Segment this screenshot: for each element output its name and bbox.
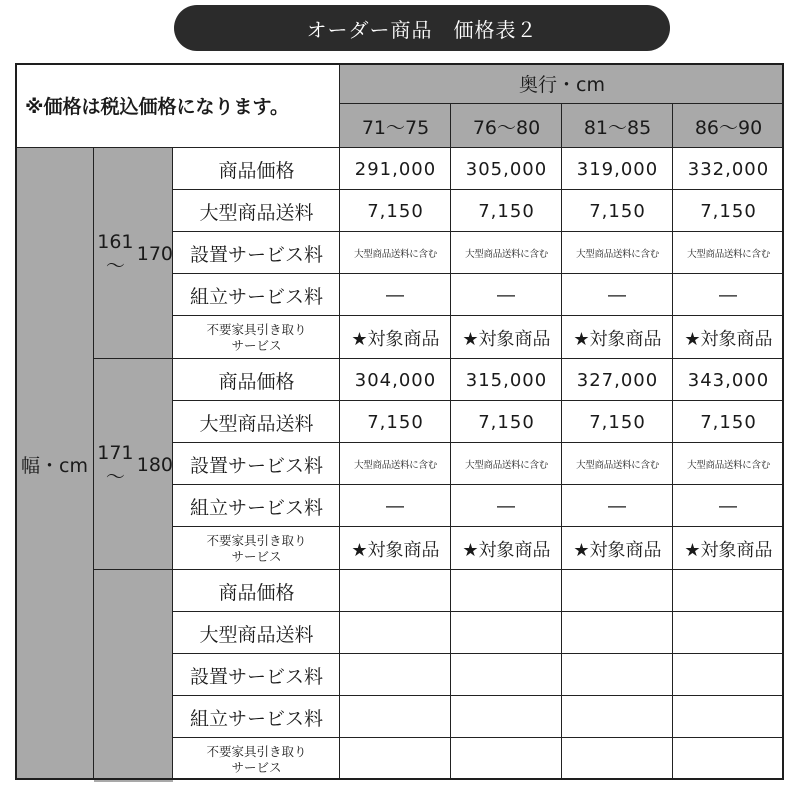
product-price-cell	[451, 570, 562, 612]
row-label-installation-fee: 設置サービス料	[173, 443, 340, 485]
assembly-fee-cell: ―	[673, 485, 784, 527]
installation-fee-cell: 大型商品送料に含む	[340, 232, 451, 274]
assembly-fee-cell: ―	[451, 485, 562, 527]
disposal-label-line1: 不要家具引き取り	[206, 322, 307, 337]
large-item-shipping-cell: 7,150	[673, 190, 784, 232]
width-range-line1: 171～	[97, 442, 134, 488]
row-label-product-price: 商品価格	[173, 148, 340, 190]
row-label-assembly-fee: 組立サービス料	[173, 274, 340, 316]
assembly-fee-cell: ―	[562, 274, 673, 316]
product-price-cell: 332,000	[673, 148, 784, 190]
disposal-service-cell: ★対象商品	[562, 316, 673, 360]
installation-fee-cell: 大型商品送料に含む	[562, 232, 673, 274]
disposal-service-cell: ★対象商品	[673, 316, 784, 360]
product-price-cell: 305,000	[451, 148, 562, 190]
depth-header: 奥行・cm	[340, 63, 784, 104]
assembly-fee-cell: ―	[562, 485, 673, 527]
width-range-1	[94, 148, 173, 360]
width-range-3	[94, 570, 173, 782]
large-item-shipping-cell: 7,150	[562, 190, 673, 232]
product-price-cell: 327,000	[562, 359, 673, 401]
large-item-shipping-cell	[451, 612, 562, 654]
width-range-line1: 161～	[97, 231, 134, 277]
assembly-fee-cell	[340, 696, 451, 738]
depth-range-4: 86～90	[673, 104, 784, 148]
installation-fee-cell	[673, 654, 784, 696]
large-item-shipping-cell: 7,150	[673, 401, 784, 443]
large-item-shipping-cell	[673, 612, 784, 654]
disposal-service-cell: ★対象商品	[340, 316, 451, 360]
large-item-shipping-cell: 7,150	[340, 190, 451, 232]
assembly-fee-cell	[562, 696, 673, 738]
product-price-cell	[562, 570, 673, 612]
disposal-service-cell	[451, 738, 562, 782]
product-price-cell	[340, 570, 451, 612]
width-range-line2: 170	[136, 243, 173, 265]
disposal-label-line2: サービス	[231, 338, 282, 353]
product-price-cell: 291,000	[340, 148, 451, 190]
installation-fee-cell	[451, 654, 562, 696]
large-item-shipping-cell	[562, 612, 673, 654]
product-price-cell: 343,000	[673, 359, 784, 401]
depth-range-3: 81～85	[562, 104, 673, 148]
row-label-disposal-service	[173, 316, 340, 360]
large-item-shipping-cell: 7,150	[562, 401, 673, 443]
row-label-installation-fee: 設置サービス料	[173, 654, 340, 696]
price-table	[15, 63, 784, 780]
disposal-label-line1: 不要家具引き取り	[206, 533, 307, 548]
width-range-line2: 180	[136, 454, 173, 476]
row-label-assembly-fee: 組立サービス料	[173, 485, 340, 527]
installation-fee-cell: 大型商品送料に含む	[562, 443, 673, 485]
row-label-large-item-shipping: 大型商品送料	[173, 612, 340, 654]
product-price-cell: 319,000	[562, 148, 673, 190]
table-title: オーダー商品 価格表２	[174, 5, 670, 51]
disposal-service-cell	[340, 738, 451, 782]
assembly-fee-cell	[451, 696, 562, 738]
assembly-fee-cell	[673, 696, 784, 738]
width-range-2	[94, 359, 173, 571]
installation-fee-cell: 大型商品送料に含む	[673, 443, 784, 485]
disposal-label-line1: 不要家具引き取り	[206, 744, 307, 759]
depth-range-2: 76～80	[451, 104, 562, 148]
disposal-service-cell	[673, 738, 784, 782]
disposal-label-line2: サービス	[231, 760, 282, 775]
installation-fee-cell	[562, 654, 673, 696]
disposal-service-cell: ★対象商品	[562, 527, 673, 571]
large-item-shipping-cell: 7,150	[451, 190, 562, 232]
price-note: ※価格は税込価格になります。	[15, 63, 340, 148]
row-label-product-price: 商品価格	[173, 570, 340, 612]
installation-fee-cell: 大型商品送料に含む	[673, 232, 784, 274]
disposal-service-cell	[562, 738, 673, 782]
installation-fee-cell: 大型商品送料に含む	[451, 232, 562, 274]
large-item-shipping-cell: 7,150	[340, 401, 451, 443]
row-label-disposal-service	[173, 738, 340, 782]
installation-fee-cell: 大型商品送料に含む	[340, 443, 451, 485]
installation-fee-cell	[340, 654, 451, 696]
row-label-installation-fee: 設置サービス料	[173, 232, 340, 274]
row-label-product-price: 商品価格	[173, 359, 340, 401]
large-item-shipping-cell: 7,150	[451, 401, 562, 443]
product-price-cell: 304,000	[340, 359, 451, 401]
width-header: 幅・cm	[15, 148, 94, 780]
installation-fee-cell: 大型商品送料に含む	[451, 443, 562, 485]
row-label-large-item-shipping: 大型商品送料	[173, 401, 340, 443]
assembly-fee-cell: ―	[451, 274, 562, 316]
disposal-service-cell: ★対象商品	[451, 316, 562, 360]
depth-range-1: 71～75	[340, 104, 451, 148]
assembly-fee-cell: ―	[340, 274, 451, 316]
product-price-cell: 315,000	[451, 359, 562, 401]
assembly-fee-cell: ―	[673, 274, 784, 316]
disposal-label-line2: サービス	[231, 549, 282, 564]
disposal-service-cell: ★対象商品	[673, 527, 784, 571]
row-label-large-item-shipping: 大型商品送料	[173, 190, 340, 232]
assembly-fee-cell: ―	[340, 485, 451, 527]
product-price-cell	[673, 570, 784, 612]
row-label-assembly-fee: 組立サービス料	[173, 696, 340, 738]
large-item-shipping-cell	[340, 612, 451, 654]
row-label-disposal-service	[173, 527, 340, 571]
disposal-service-cell: ★対象商品	[451, 527, 562, 571]
disposal-service-cell: ★対象商品	[340, 527, 451, 571]
